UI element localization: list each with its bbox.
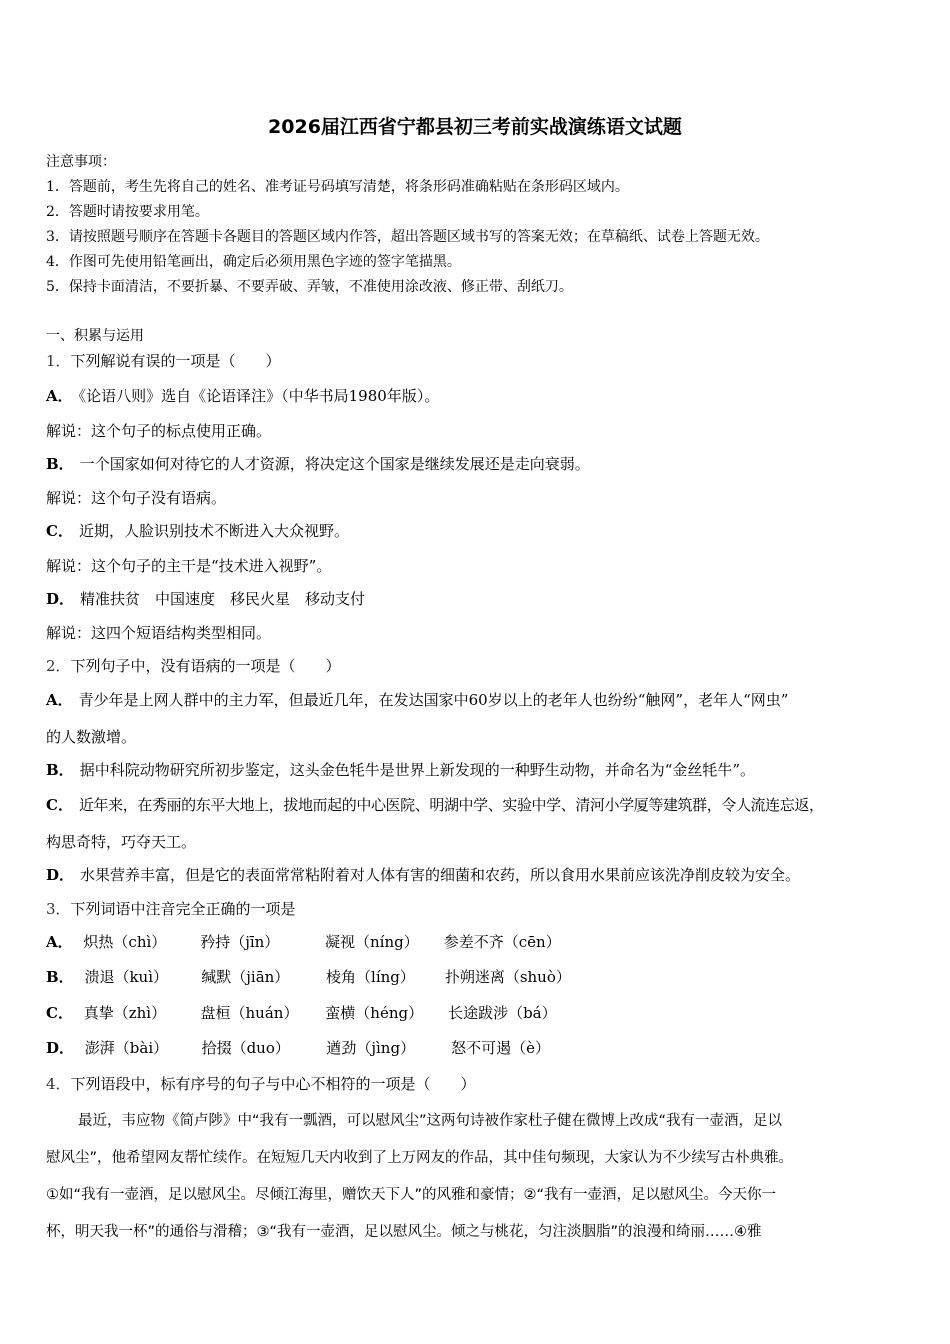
q1-option-c-note: 解说：这个句子的主干是“技术进入视野”。 — [46, 557, 332, 575]
option-label: C． — [46, 522, 73, 540]
pinyin-word: 矜持（jīn） — [200, 933, 280, 951]
q2-option-d — [46, 865, 800, 885]
option-text: 水果营养丰富，但是它的表面常常粘附着对人体有害的细菌和农药，所以食用水果前应该洗净削皮较为安全。 — [80, 866, 801, 884]
q2-option-b — [46, 760, 755, 780]
question-3-stem — [46, 899, 296, 919]
option-text: 一个国家如何对待它的人才资源，将决定这个国家是继续发展还是走向衰弱。 — [79, 455, 590, 473]
passage-line: 慰风尘”，他希望网友帮忙续作。在短短几天内收到了上万网友的作品，其中佳句频现，大家认为不少续写古朴典雅。 — [46, 1150, 794, 1166]
q3-option-b — [46, 967, 571, 987]
pinyin-word: 棱角（líng） — [326, 968, 415, 986]
pinyin-word: 溃退（kuì） — [84, 968, 169, 986]
pinyin-word: 扑朔迷离（shuò） — [444, 968, 571, 986]
note-item: 5．保持卡面清洁，不要折暴、不要弄破、弄皱，不准使用涂改液、修正带、刮纸刀。 — [46, 279, 573, 295]
pinyin-word: 盘桓（huán） — [200, 1004, 299, 1022]
q1-option-a-note: 解说：这个句子的标点使用正确。 — [46, 422, 272, 440]
option-label: D． — [46, 866, 75, 884]
note-item: 4．作图可先使用铅笔画出，确定后必须用黑色字迹的签字笔描黑。 — [46, 254, 461, 270]
question-text: 下列语段中，标有序号的句子与中心不相符的一项是（ ） — [70, 1075, 476, 1093]
note-item: 1．答题前，考生先将自己的姓名、准考证号码填写清楚，将条形码准确粘贴在条形码区域内。 — [46, 179, 629, 195]
question-text: 下列句子中，没有语病的一项是（ ） — [70, 657, 341, 675]
question-number: 3． — [46, 900, 71, 918]
page-title: 2026届江西省宁都县初三考前实战演练语文试题 — [268, 116, 682, 138]
q1-option-b — [46, 454, 590, 474]
pinyin-word: 缄默（jiān） — [201, 968, 290, 986]
q1-option-d — [46, 589, 365, 609]
option-label: B． — [46, 761, 74, 779]
pinyin-word: 拾掇（duo） — [201, 1039, 290, 1057]
option-label: D． — [46, 1039, 75, 1057]
option-label: C． — [46, 796, 73, 814]
q1-option-a — [46, 386, 439, 406]
q1-option-d-note: 解说：这四个短语结构类型相同。 — [46, 624, 272, 642]
question-1-stem — [46, 351, 281, 371]
passage-line: 杯，明天我一杯”的通俗与滑稽；③“我有一壶酒，足以慰风尘。倾之与桃花，匀注淡胭脂”的浪漫和绮丽……④雅 — [46, 1224, 762, 1240]
q3-option-a — [46, 932, 561, 952]
option-text: 青少年是上网人群中的主力军，但最近几年，在发达国家中60岁以上的老年人也纷纷“触网”，老年人“网虫” — [78, 691, 789, 709]
option-label: B． — [46, 968, 74, 986]
reading-passage — [46, 1103, 908, 1251]
pinyin-word: 怒不可遏（è） — [451, 1039, 551, 1057]
q1-option-c — [46, 521, 349, 541]
pinyin-word: 凝视（níng） — [324, 933, 419, 951]
pinyin-word: 蛮横（héng） — [325, 1004, 424, 1022]
notes-heading: 注意事项： — [46, 154, 116, 170]
q2-option-c-cont: 构思奇特，巧夺天工。 — [46, 833, 197, 851]
passage-line: 最近，韦应物《简卢陟》中“我有一瓢酒，可以慰风尘”这两句诗被作家杜子健在微博上改成“我有一壶酒，足以 — [78, 1113, 783, 1129]
question-number: 2． — [46, 657, 71, 675]
passage-line: ①如“我有一壶酒，足以慰风尘。尽倾江海里，赠饮天下人”的风雅和豪情；②“我有一壶酒，足以慰风尘。今天你一 — [46, 1187, 777, 1203]
option-text: 《论语八则》选自《论语译注》（中华书局1980年版）。 — [78, 387, 440, 405]
option-text: 近期，人脸识别技术不断进入大众视野。 — [78, 522, 349, 540]
option-label: D． — [46, 590, 75, 608]
question-number: 4． — [46, 1075, 71, 1093]
note-item: 3．请按照题号顺序在答题卡各题目的答题区域内作答，超出答题区域书写的答案无效；在草稿纸、试卷上答题无效。 — [46, 229, 769, 245]
option-text: 精准扶贫 中国速度 移民火星 移动支付 — [80, 590, 366, 608]
q2-option-a-cont: 的人数激增。 — [46, 728, 137, 746]
question-2-stem — [46, 656, 341, 676]
pinyin-word: 长途跋涉（bá） — [448, 1004, 557, 1022]
q2-option-a — [46, 690, 788, 710]
option-label: A． — [46, 691, 73, 709]
q1-option-b-note: 解说：这个句子没有语病。 — [46, 489, 227, 507]
pinyin-word: 澎湃（bài） — [84, 1039, 169, 1057]
question-number: 1． — [46, 352, 71, 370]
option-label: A． — [46, 387, 73, 405]
option-label: C． — [46, 1004, 73, 1022]
question-text: 下列词语中注音完全正确的一项是 — [70, 900, 296, 918]
pinyin-word: 遒劲（jìng） — [326, 1039, 416, 1057]
q2-option-c — [46, 795, 824, 815]
question-4-stem — [46, 1074, 476, 1094]
q3-option-c — [46, 1003, 557, 1023]
q3-option-d — [46, 1038, 550, 1058]
option-text: 近年来，在秀丽的东平大地上，拔地而起的中心医院、明湖中学、实验中学、清河小学厦等建筑群，令人流连忘返， — [78, 796, 824, 814]
pinyin-word: 炽热（chì） — [83, 933, 167, 951]
note-item: 2．答题时请按要求用笔。 — [46, 204, 209, 220]
pinyin-word: 参差不齐（cēn） — [443, 933, 561, 951]
option-label: A． — [46, 933, 73, 951]
section-heading: 一、积累与运用 — [46, 328, 144, 344]
pinyin-word: 真挚（zhì） — [83, 1004, 167, 1022]
question-text: 下列解说有误的一项是（ ） — [70, 352, 281, 370]
option-text: 据中科院动物研究所初步鉴定，这头金色牦牛是世界上新发现的一种野生动物，并命名为“金丝牦牛”。 — [79, 761, 756, 779]
option-label: B． — [46, 455, 74, 473]
